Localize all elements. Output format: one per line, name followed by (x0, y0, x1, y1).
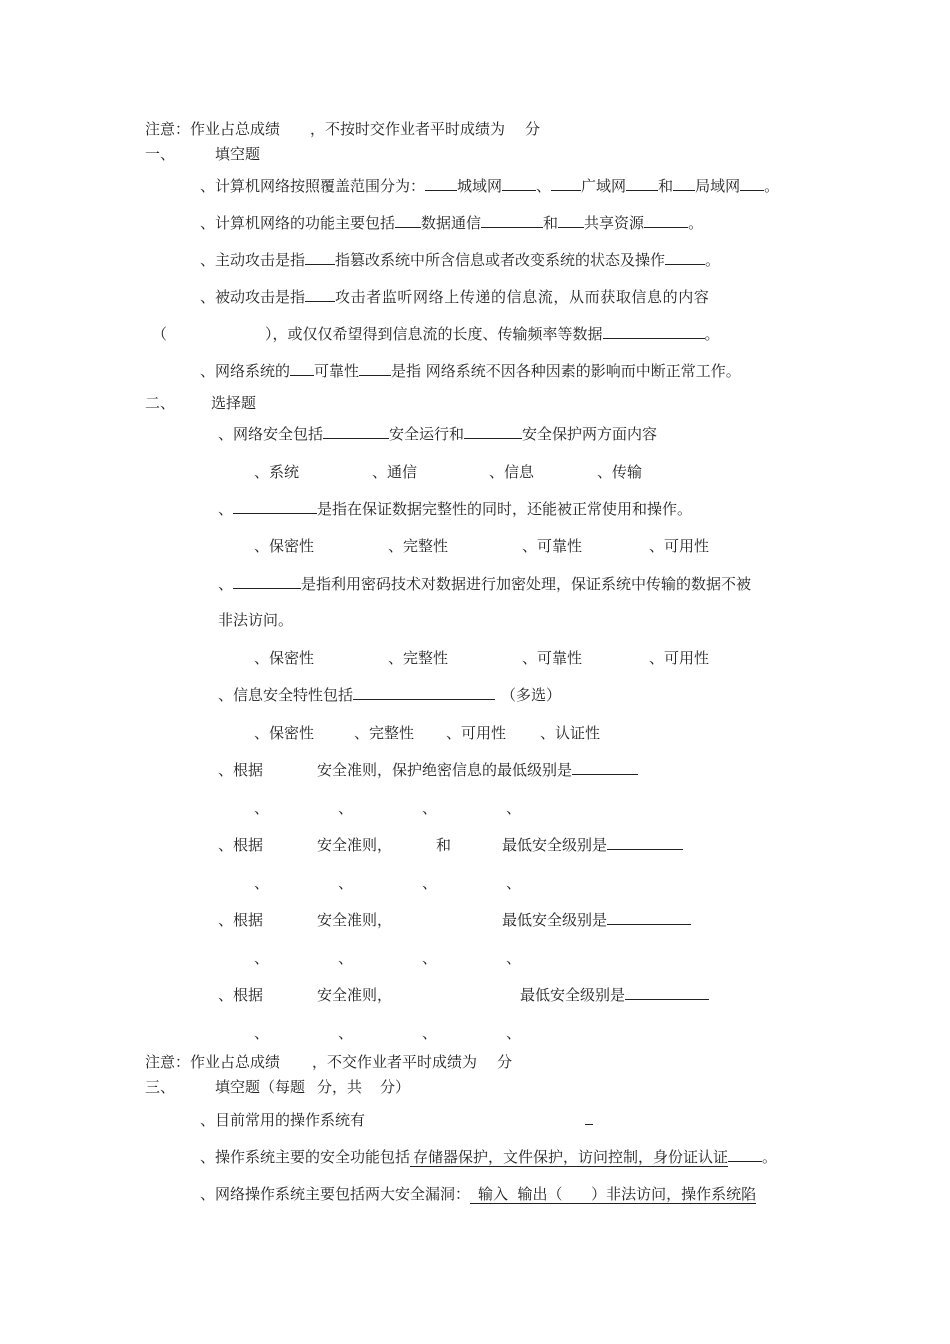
option: 、认证性 (540, 724, 601, 742)
question-2-5: 、根据 安全准则，保护绝密信息的最低级别是 (218, 760, 638, 780)
question-1-4-cont: （ ），或仅仅希望得到信息流的长度、传输频率等数据 。 (152, 325, 720, 343)
question-1-5: 、网络系统的 可靠性 是指 网络系统不因各种因素的影响而中断正常工作。 (200, 362, 741, 380)
blank (305, 287, 335, 302)
option: 、可用性 (446, 724, 507, 742)
option: 、 (422, 874, 438, 892)
blank (305, 250, 335, 265)
question-2-8: 、根据 安全准则， 最低安全级别是 (218, 985, 709, 1005)
blank (585, 1110, 593, 1125)
blank (665, 250, 705, 265)
option: 、 (254, 799, 270, 817)
option: 、完整性 (388, 649, 449, 667)
blank (464, 424, 522, 439)
blank (740, 176, 764, 191)
blank (572, 760, 638, 775)
blank (607, 910, 691, 925)
section-3-heading: 三、 填空题（每题 分，共 分） (145, 1078, 411, 1096)
option: 、 (422, 1024, 438, 1042)
question-2-6: 、根据 安全准则， 和 最低安全级别是 (218, 835, 683, 855)
blank (290, 361, 314, 376)
option: 、 (338, 1024, 354, 1042)
blank (558, 213, 584, 228)
question-1-2: 、计算机网络的功能主要包括 数据通信 和 共享资源 。 (200, 214, 704, 232)
option: 、 (506, 799, 522, 817)
option: 、可用性 (649, 649, 710, 667)
note-line-2: 注意：作业占总成绩 ，不交作业者平时成绩为 分 (145, 1053, 513, 1071)
blank (233, 574, 301, 589)
section-2-heading: 二、 选择题 (145, 394, 257, 412)
blank (353, 685, 495, 700)
option: 、可用性 (649, 537, 710, 555)
blank (626, 176, 658, 191)
option: 、信息 (489, 463, 535, 481)
blank (425, 176, 457, 191)
blank (233, 499, 317, 514)
question-3-2: 、操作系统主要的安全功能包括 存储器保护，文件保护，访问控制，身份证认证 。 (200, 1148, 778, 1166)
blank (728, 1147, 762, 1162)
question-2-7: 、根据 安全准则， 最低安全级别是 (218, 910, 691, 930)
option: 、传输 (597, 463, 643, 481)
option: 、 (506, 874, 522, 892)
question-2-4: 、信息安全特性包括 （多选） (218, 686, 562, 704)
blank (323, 424, 389, 439)
blank (502, 176, 536, 191)
question-2-1: 、网络安全包括 安全运行和 安全保护两方面内容 (218, 425, 658, 443)
question-2-3-cont: 非法访问。 (218, 611, 294, 629)
blank (625, 985, 709, 1000)
option: 、通信 (372, 463, 418, 481)
option: 、 (338, 949, 354, 967)
option: 、完整性 (354, 724, 415, 742)
option: 、保密性 (254, 537, 315, 555)
option: 、 (506, 1024, 522, 1042)
option: 、 (422, 949, 438, 967)
blank (603, 324, 705, 339)
option: 、 (254, 1024, 270, 1042)
option: 、可靠性 (522, 649, 583, 667)
blank (673, 176, 695, 191)
option: 、 (422, 799, 438, 817)
option: 、系统 (254, 463, 300, 481)
section-1-heading: 一、 填空题 (145, 145, 261, 163)
blank (607, 835, 683, 850)
question-1-3: 、主动攻击是指 指篡改系统中所含信息或者改变系统的状态及操作 。 (200, 251, 721, 269)
option: 、 (254, 874, 270, 892)
option: 、保密性 (254, 649, 315, 667)
blank (359, 361, 391, 376)
blank (644, 213, 688, 228)
question-2-2: 、 是指在保证数据完整性的同时，还能被正常使用和操作。 (218, 500, 693, 518)
option: 、保密性 (254, 724, 315, 742)
question-3-1: 、目前常用的操作系统有 (200, 1110, 593, 1130)
question-2-3: 、 是指利用密码技术对数据进行加密处理，保证系统中传输的数据不被 (218, 575, 752, 593)
option: 、 (506, 949, 522, 967)
question-3-3: 、网络操作系统主要包括两大安全漏洞： 输入 输出（ ）非法访问，操作系统陷 (200, 1185, 757, 1203)
blank (481, 213, 543, 228)
option: 、 (338, 799, 354, 817)
blank (395, 213, 421, 228)
option: 、 (254, 949, 270, 967)
option: 、可靠性 (522, 537, 583, 555)
question-1-1: 、计算机网络按照覆盖范围分为： 城域网 、 广域网 和 局域网 。 (200, 177, 780, 195)
option: 、完整性 (388, 537, 449, 555)
blank (551, 176, 581, 191)
option: 、 (338, 874, 354, 892)
question-1-4: 、被动攻击是指 攻击者监听网络上传递的信息流，从而获取信息的内容 (200, 288, 710, 306)
note-line-1: 注意：作业占总成绩 ，不按时交作业者平时成绩为 分 (145, 120, 541, 138)
